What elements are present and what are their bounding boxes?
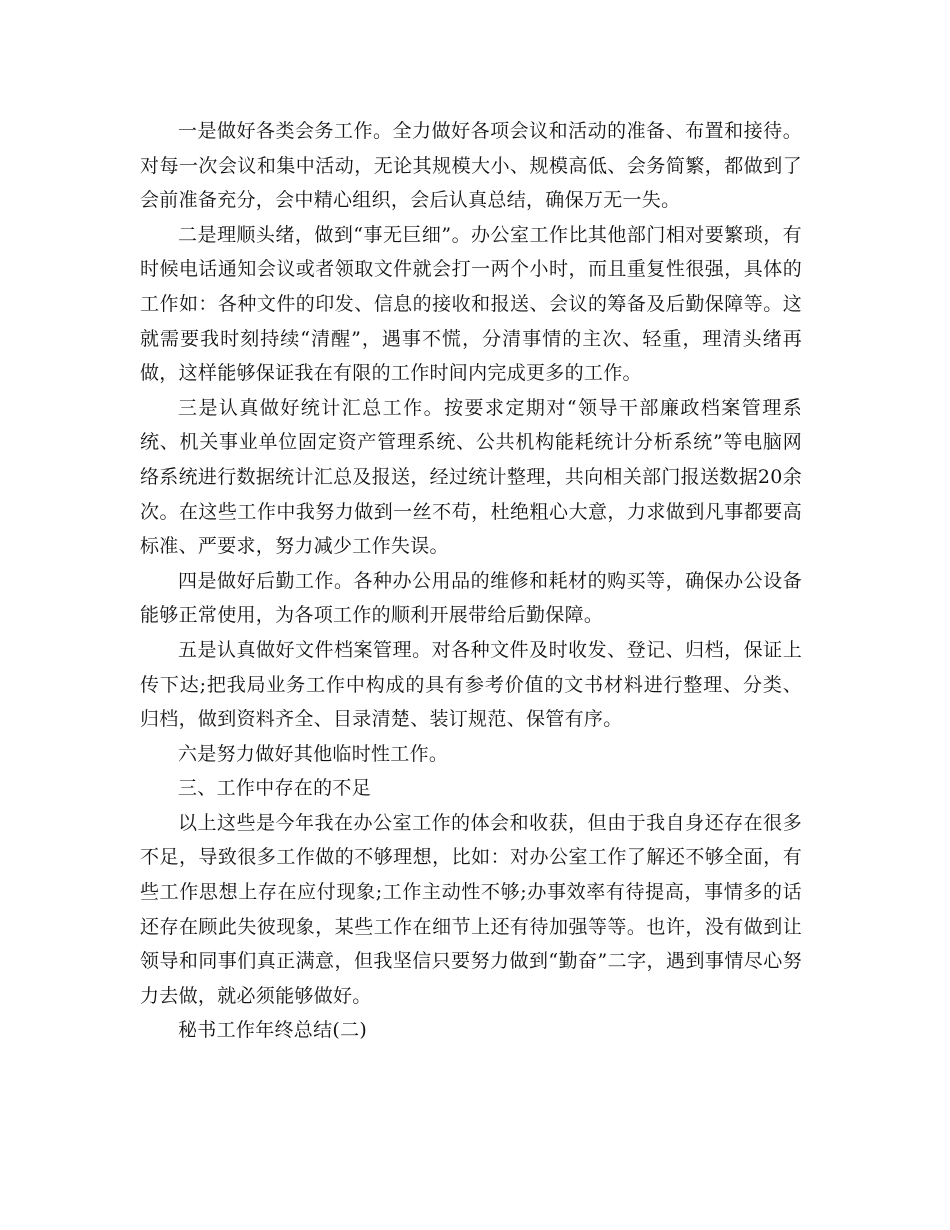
paragraph-shortcomings: 以上这些是今年我在办公室工作的体会和收获，但由于我自身还存在很多不足，导致很多工作做的不够理想，比如：对办公室工作了解还不够全面，有些工作思想上存在应付现象;工作主动性不够;办事效率有待提高，事情多的话还存在顾此失彼现象，某些工作在细节上还有待加强等等。也许，没有做到让领导和同事们真正满意，但我坚信只要努力做到“勤奋”二字，遇到事情尽心努力去做，就必须能够做好。 bbox=[140, 811, 802, 1007]
paragraph-temporary-work: 六是努力做好其他临时性工作。 bbox=[178, 742, 449, 765]
document-body bbox=[140, 114, 802, 1048]
paragraph-statistics-work: 三是认真做好统计汇总工作。按要求定期对“领导干部廉政档案管理系统、机关事业单位固定资产管理系统、公共机构能耗统计分析系统”等电脑网络系统进行数据统计汇总及报送，经过统计整理，共向相关部门报送数据20余次。在这些工作中我努力做到一丝不苟，杜绝粗心大意，力求做到凡事都要高标准、严要求，努力减少工作失误。 bbox=[140, 396, 802, 558]
paragraph-archive-management: 五是认真做好文件档案管理。对各种文件及时收发、登记、归档，保证上传下达;把我局业务工作中构成的具有参考价值的文书材料进行整理、分类、归档，做到资料齐全、目录清楚、装订规范、保管有序。 bbox=[140, 638, 802, 731]
paragraph-organize-tasks: 二是理顺头绪，做到“事无巨细”。办公室工作比其他部门相对要繁琐，有时候电话通知会议或者领取文件就会打一两个小时，而且重复性很强，具体的工作如：各种文件的印发、信息的接收和报送、会议的筹备及后勤保障等。这就需要我时刻持续“清醒”，遇事不慌，分清事情的主次、轻重，理清头绪再做，这样能够保证我在有限的工作时间内完成更多的工作。 bbox=[140, 223, 802, 385]
paragraph-meeting-work: 一是做好各类会务工作。全力做好各项会议和活动的准备、布置和接待。对每一次会议和集中活动，无论其规模大小、规模高低、会务简繁，都做到了会前准备充分，会中精心组织，会后认真总结，确保万无一失。 bbox=[140, 120, 802, 212]
section-heading-shortcomings: 三、工作中存在的不足 bbox=[178, 777, 372, 800]
next-section-title: 秘书工作年终总结(二) bbox=[178, 1019, 368, 1042]
paragraph-logistics-work: 四是做好后勤工作。各种办公用品的维修和耗材的购买等，确保办公设备能够正常使用，为各项工作的顺利开展带给后勤保障。 bbox=[140, 569, 802, 627]
